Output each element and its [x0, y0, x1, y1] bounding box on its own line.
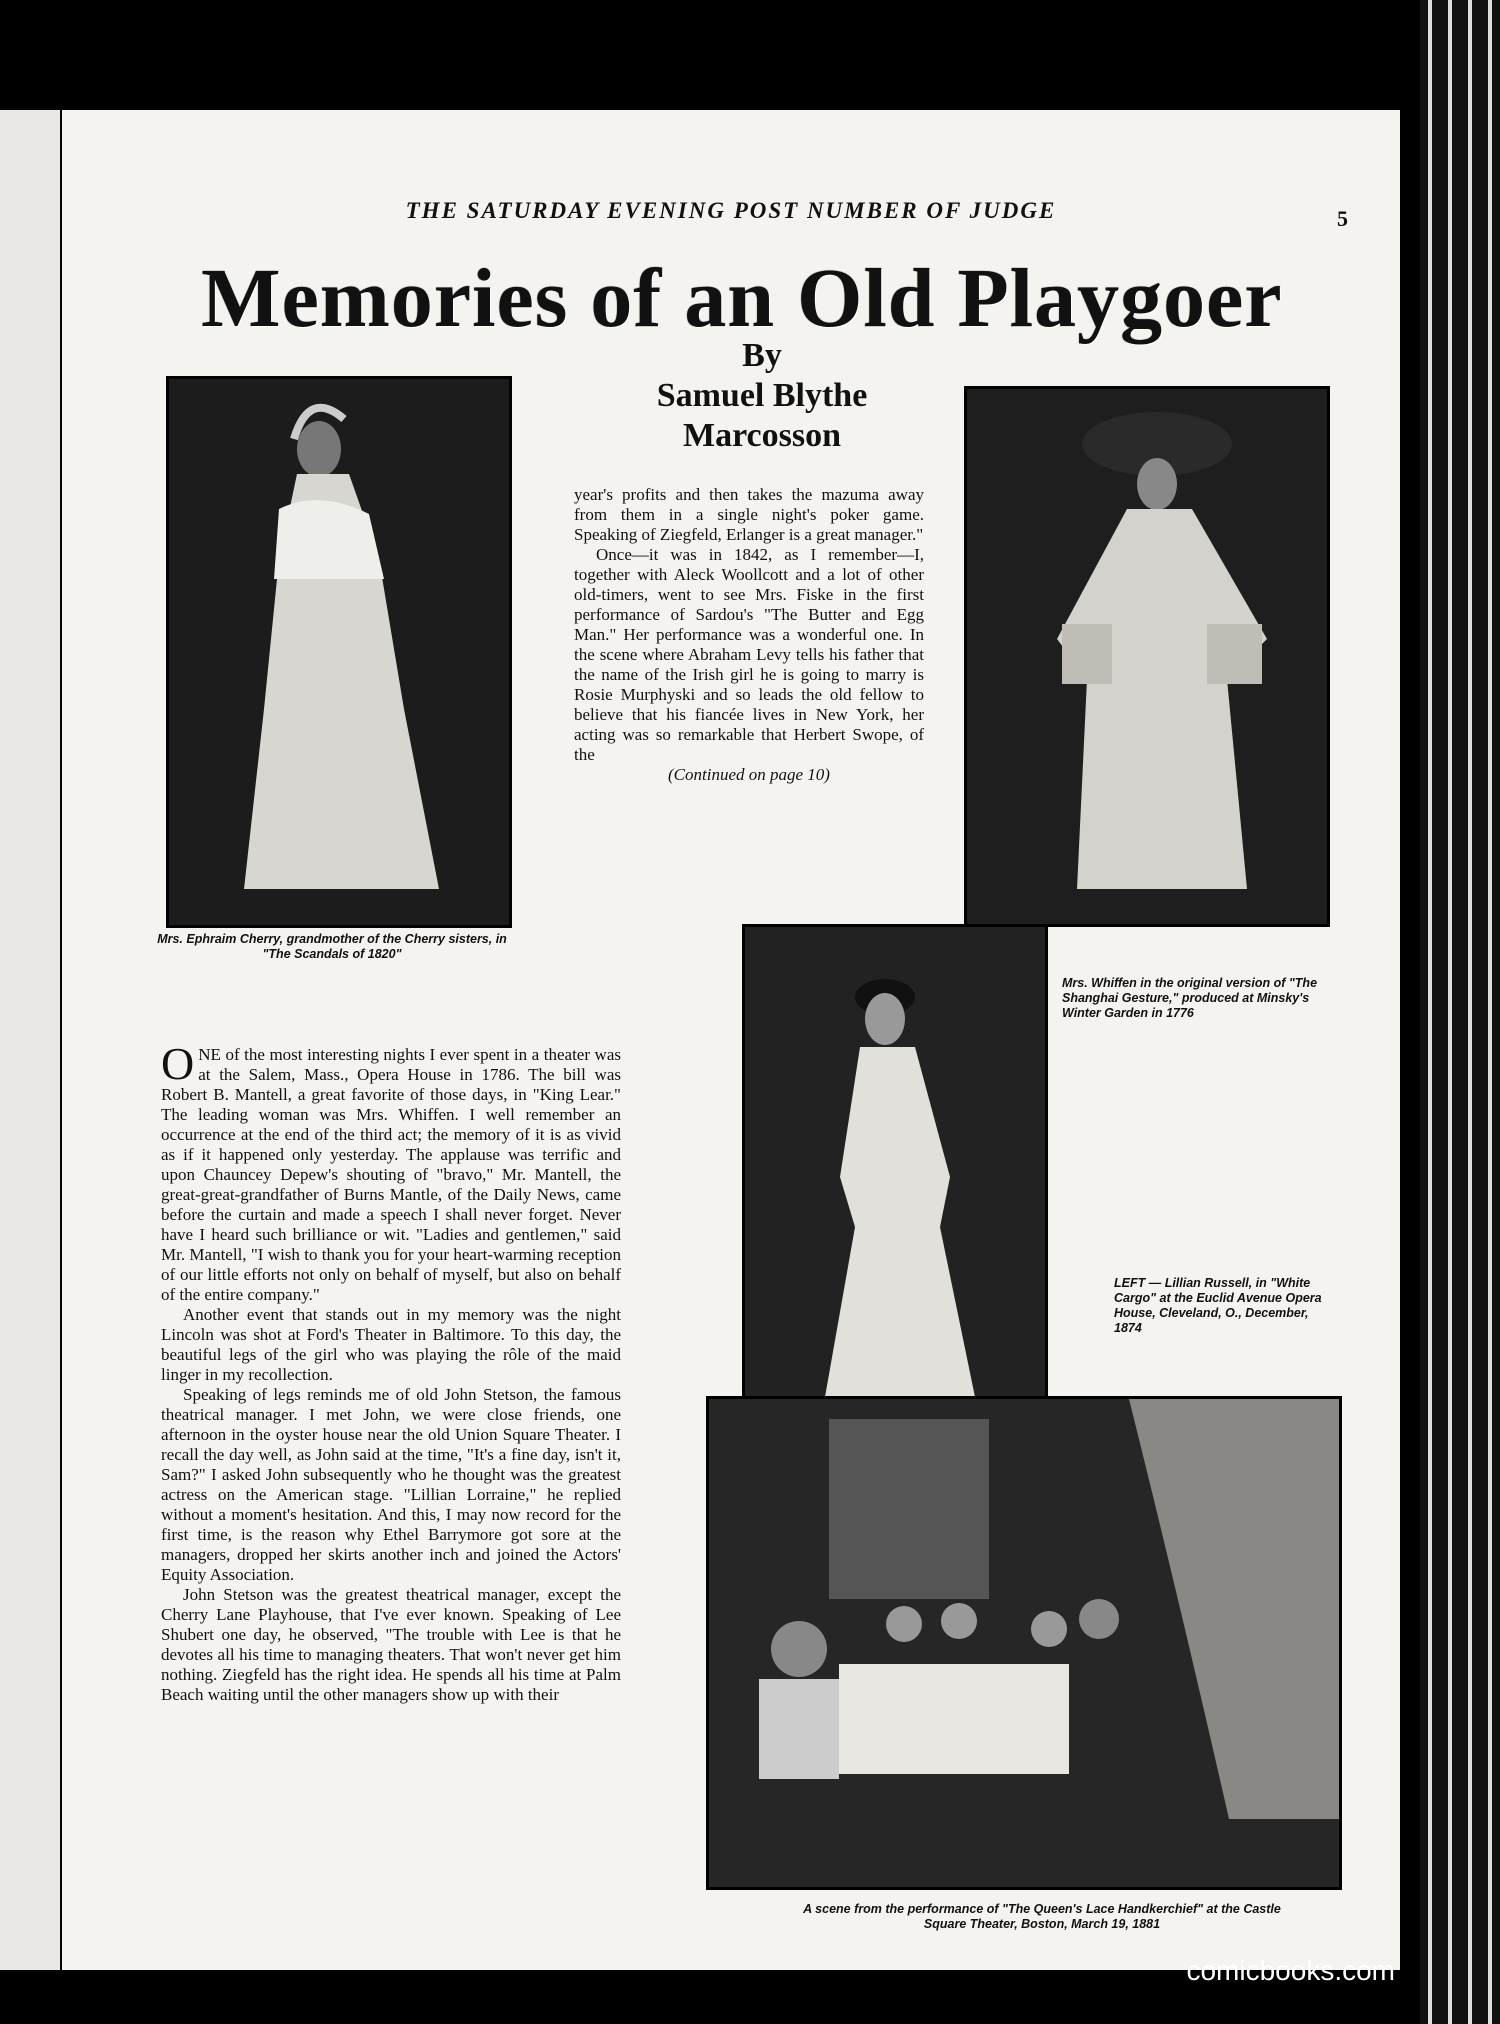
page-number: 5 [1337, 206, 1348, 231]
caption-lillian-russell: LEFT — Lillian Russell, in "White Cargo" at the Euclid Avenue Opera House, Cleveland, O., December, 1874 [1114, 1276, 1322, 1335]
main-paragraph-1-text: NE of the most interesting nights I ever spent in a theater was at the Salem, Mass., Opera House in 1786. The bill was Robert B. Mantell, a great favorite of those days, in "King Lear." The leading woman was Mrs. Whiffen. I well remember an occurrence at the end of the third act; the memory of it is as vivid as if it happened only yesterday. The applause was terrific and upon Chauncey Depew's shouting of "bravo," Mr. Mantell, the great-great-grandfather of Burns Mantle, of the Daily News, came before the curtain and made a speech I shall never forget. Never have I heard such brilliance or wit. "Ladies and gentlemen," said Mr. Mantell, "I wish to thank you for your heart-warming reception of our little efforts not only on behalf of myself, but also on behalf of the entire company." [161, 1045, 621, 1304]
photo-theater-scene-image [709, 1399, 1339, 1887]
center-paragraph-1: year's profits and then takes the mazuma away from them in a single night's poker game. Speaking of Ziegfeld, Erlanger is a great manager." [574, 485, 924, 544]
byline-name-2: Marcosson [682, 417, 842, 454]
main-paragraph-3: Speaking of legs reminds me of old John Stetson, the famous theatrical manager. I met John, we were close friends, one afternoon in the oyster house near the old Union Square Theater. I recall the day well, as John said at the time, "It's a fine day, isn't it, Sam?" I asked John subsequently who he thought was the greatest actress on the American stage. "Lillian Lorraine," he replied without a moment's hesitation. And this, I may now record for the first time, is the reason why Ethel Barrymore got sore at the managers, dropped her skirts another inch and joined the Actors' Equity Association. [161, 1385, 621, 1584]
main-paragraph-4: John Stetson was the greatest theatrical manager, except the Cherry Lane Playhouse, that I've ever known. Speaking of Lee Shubert one day, he observed, "The trouble with Lee is that he devotes all his time to managing theaters. That won't never get him nothing. Ziegfeld has the right idea. He spends all his time at Palm Beach waiting until the other managers show up with their [161, 1585, 621, 1704]
photo-mrs-cherry [166, 376, 512, 928]
photo-mrs-whiffen [964, 386, 1330, 927]
byline-by: By [742, 337, 782, 374]
caption-mrs-whiffen: Mrs. Whiffen in the original version of "The Shanghai Gesture," produced at Minsky's Winter Garden in 1776 [1062, 976, 1318, 1020]
main-paragraph-1 [161, 1038, 621, 1305]
photo-lillian-russell-image [745, 927, 1045, 1413]
main-paragraph-2: Another event that stands out in my memory was the night Lincoln was shot at Ford's Theater in Baltimore. To this day, the beautiful legs of the girl who was playing the rôle of the maid linger in my recollection. [161, 1305, 621, 1384]
photo-theater-scene [706, 1396, 1342, 1890]
watermark: comicbooks.com [1186, 1955, 1395, 1986]
photo-mrs-cherry-image [169, 379, 509, 925]
byline-name-1: Samuel Blythe [656, 377, 868, 414]
photo-mrs-whiffen-image [967, 389, 1327, 924]
page-stack-edge [1420, 0, 1500, 2024]
drop-cap: O [161, 1038, 195, 1089]
running-head: THE SATURDAY EVENING POST NUMBER OF JUDGE [405, 198, 1057, 223]
caption-mrs-cherry: Mrs. Ephraim Cherry, grandmother of the Cherry sisters, in "The Scandals of 1820" [157, 932, 507, 961]
main-column [161, 1038, 621, 1705]
magazine-page [62, 110, 1400, 1970]
facing-page-edge [0, 110, 60, 1970]
byline [562, 336, 962, 456]
caption-theater-scene: A scene from the performance of "The Queen's Lace Handkerchief" at the Castle Square Theater, Boston, March 19, 1881 [803, 1902, 1281, 1931]
center-paragraph-2: Once—it was in 1842, as I remember—I, together with Aleck Woollcott and a lot of other old-timers, went to see Mrs. Fiske in the first performance of Sardou's "The Butter and Egg Man." Her performance was a wonderful one. In the scene where Abraham Levy tells his father that the name of the Irish girl he is going to marry is Rosie Murphyski and so leads the old fellow to believe that his fiancée lives in New York, her acting was so remarkable that Herbert Swope, of the [574, 545, 924, 764]
article-title: Memories of an Old Playgoer [201, 252, 1283, 345]
photo-lillian-russell [742, 924, 1048, 1416]
continued-note: (Continued on page 10) [668, 765, 830, 784]
center-column [574, 485, 924, 785]
